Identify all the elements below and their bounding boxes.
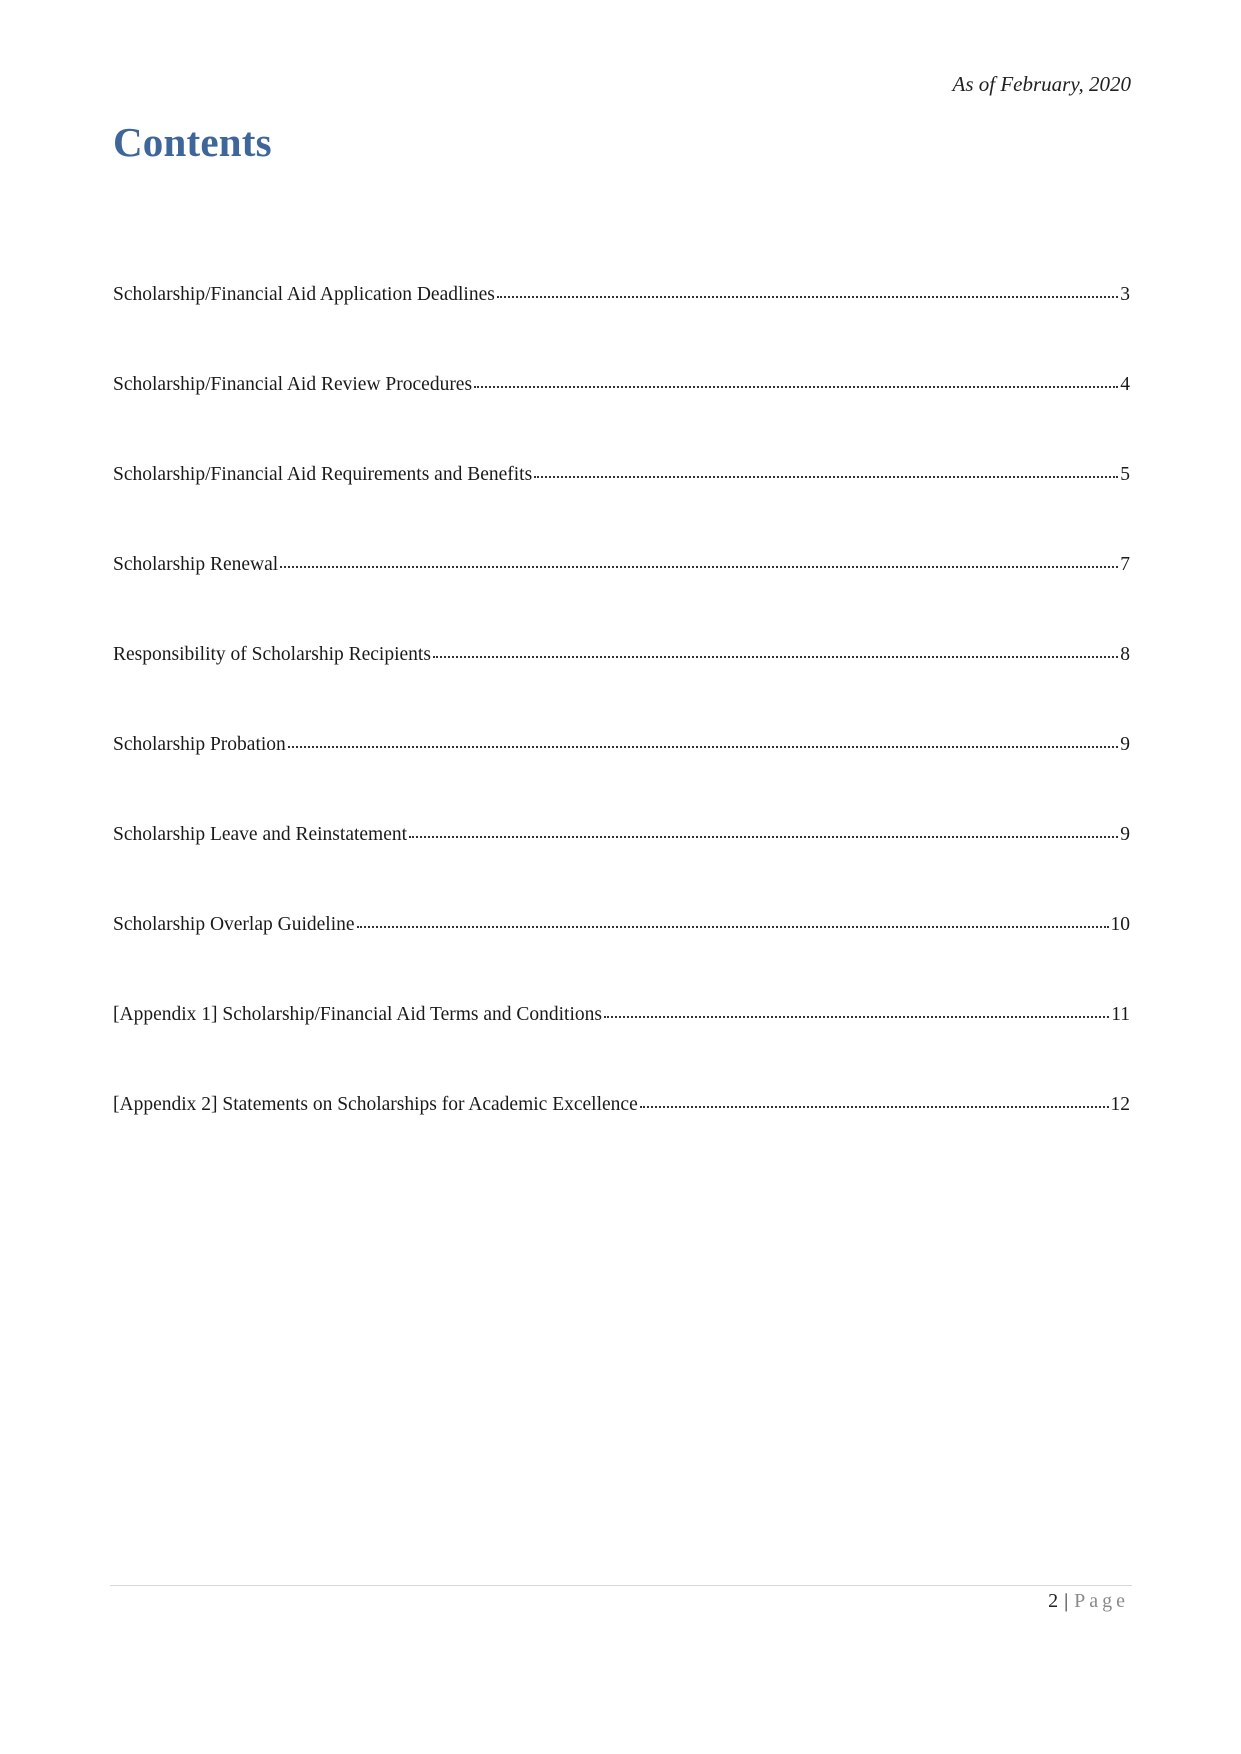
toc-entry[interactable] — [113, 1004, 1130, 1094]
toc-entry-title: Responsibility of Scholarship Recipients — [113, 644, 431, 665]
toc-dot-leader — [534, 475, 1118, 478]
toc-entry-page: 5 — [1120, 464, 1130, 485]
toc-entry-title: Scholarship/Financial Aid Requirements and Benefits — [113, 464, 533, 485]
toc-entry-page: 9 — [1120, 734, 1130, 755]
toc-entry[interactable] — [113, 914, 1130, 1004]
toc-entry[interactable] — [113, 554, 1130, 644]
toc-dot-leader — [604, 1015, 1109, 1018]
toc-entry[interactable] — [113, 734, 1130, 824]
toc-dot-leader — [409, 835, 1118, 838]
toc-entry[interactable] — [113, 1094, 1130, 1184]
toc-entry-page: 4 — [1120, 374, 1130, 395]
toc-dot-leader — [474, 385, 1118, 388]
toc-entry-page: 7 — [1120, 554, 1130, 575]
toc-entry-title: Scholarship Renewal — [113, 554, 279, 575]
toc-entry-title: Scholarship Leave and Reinstatement — [113, 824, 408, 845]
header-date: As of February, 2020 — [952, 72, 1131, 96]
toc-entry-page: 9 — [1120, 824, 1130, 845]
toc-entry-title: Scholarship/Financial Aid Review Procedures — [113, 374, 473, 395]
toc-entry[interactable] — [113, 374, 1130, 464]
footer-divider — [110, 1585, 1132, 1586]
toc-entry-title: [Appendix 1] Scholarship/Financial Aid Terms and Conditions — [113, 1004, 602, 1025]
toc-entry-page: 8 — [1120, 644, 1130, 665]
toc-entry-page: 12 — [1110, 1094, 1130, 1115]
toc-dot-leader — [357, 925, 1109, 928]
toc-entry-title: Scholarship Probation — [113, 734, 286, 755]
toc-entry-page: 10 — [1110, 914, 1130, 935]
toc-dot-leader — [288, 745, 1118, 748]
toc-entry-page: 11 — [1111, 1004, 1130, 1025]
toc-entry-title: [Appendix 2] Statements on Scholarships for Academic Excellence — [113, 1094, 638, 1115]
page-number: 2 — [1048, 1590, 1059, 1612]
toc-entry-title: Scholarship/Financial Aid Application Deadlines — [113, 284, 495, 305]
page-title: Contents — [113, 119, 272, 165]
toc-entry[interactable] — [113, 824, 1130, 914]
footer-separator: | — [1064, 1590, 1069, 1612]
toc-dot-leader — [280, 565, 1118, 568]
table-of-contents — [113, 284, 1130, 1184]
toc-dot-leader — [433, 655, 1118, 658]
toc-entry-title: Scholarship Overlap Guideline — [113, 914, 355, 935]
toc-entry[interactable] — [113, 464, 1130, 554]
toc-dot-leader — [640, 1105, 1109, 1108]
toc-entry-page: 3 — [1120, 284, 1130, 305]
page-label: Page — [1074, 1590, 1129, 1612]
toc-dot-leader — [497, 295, 1118, 298]
toc-entry[interactable] — [113, 644, 1130, 734]
toc-entry[interactable] — [113, 284, 1130, 374]
page-footer — [1048, 1590, 1129, 1613]
